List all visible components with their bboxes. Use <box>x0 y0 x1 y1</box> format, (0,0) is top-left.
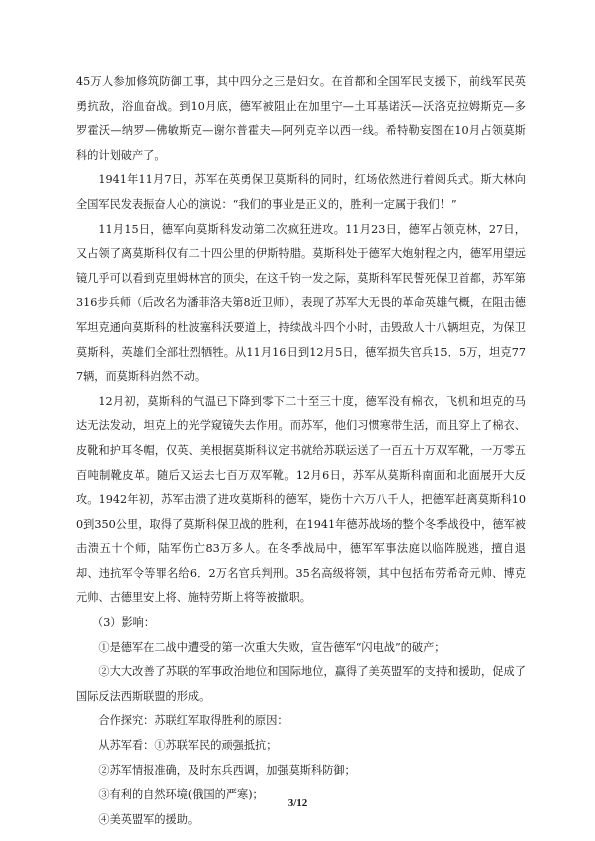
reason-item-2: ②苏军情报准确，及时东兵西调，加强莫斯科防御； <box>98 763 356 777</box>
impact-item-1: ①是德军在二战中遭受的第一次重大失败，宣告德军“闪电战”的破产； <box>98 640 446 654</box>
paragraph-counteroffensive: 12月初，莫斯科的气温已下降到零下二十至三十度，德军没有棉衣，飞机和坦克的马达无法发动，坦克上的光学窥镜失去作用。而苏军，他们习惯寒带生活，而且穿上了棉衣、皮靴和护耳冬帽，仅英、美根据莫斯科议定书就给苏联运送了一百五十万双军靴，一万零五百吨制靴皮革。随后又运去七百万双军靴。12月6日，苏军从莫斯科南面和北面展开大反攻。1942年初，苏军击溃了进攻莫斯科的德军，毙伤十六万八千人，把德军赶离莫斯科100到350公里，取得了莫斯科保卫战的胜利，在1941年德苏战场的整个冬季战役中，德军被击溃五十个师，陆军伤亡83万多人。在冬季战局中，德军军事法庭以临阵脱逃，擅自退却、违抗军令等罪名给6．2万名官兵判刑。35名高级将领，其中包括布劳希奇元帅、博克元帅、古德里安上将、施特劳斯上将等被撤职。 <box>76 394 526 605</box>
reason-item-3: ③有利的自然环境(俄国的严寒)； <box>98 788 264 802</box>
reason-item-1: 从苏军看：①苏联军民的顽强抵抗； <box>98 739 278 753</box>
paragraph-parade: 1941年11月7日，苏军在英勇保卫莫斯科的同时，红场依然进行着阅兵式。斯大林向全国军民发表振奋人心的演说：“我们的事业是正义的，胜利一定属于我们！” <box>76 173 526 211</box>
page-number: 3/12 <box>287 797 308 809</box>
paragraph-defense-works: 45万人参加修筑防御工事，其中四分之三是妇女。在首都和全国军民支援下，前线军民英勇抗敌，浴血奋战。到10月底，德军被阻止在加里宁—土耳基诺沃—沃洛克拉姆斯克—多罗霍沃—纳罗—佛敏斯克—谢尔普霍夫—阿列克辛以西一线。希特勒妄图在10月占领莫斯科的计划破产了。 <box>76 75 526 162</box>
impact-item-2: ②大大改善了苏联的军事政治地位和国际地位，赢得了美英盟军的支持和援助，促成了国际反法西斯联盟的形成。 <box>76 665 526 703</box>
paragraph-second-offensive: 11月15日，德军向莫斯科发动第二次疯狂进攻。11月23日，德军占领克林，27日，又占领了离莫斯科仅有二十四公里的伊斯特腊。莫斯科处于德军大炮射程之内，德军用望远镜几乎可以看到克里姆林宫的顶尖，在这千钧一发之际，莫斯科军民誓死保卫首都，苏军第316步兵师（后改名为潘菲洛夫第8近卫师），表现了苏军大无畏的革命英雄气概，在阻击德军坦克通向莫斯科的杜波塞科沃要道上，持续战斗四个小时，击毁敌人十八辆坦克，为保卫莫斯科，英雄们全部壮烈牺牲。从11月16日到12月5日，德军损失官兵15．5万，坦克777辆，而莫斯科岿然不动。 <box>76 222 526 384</box>
section-heading-impact: （3）影响： <box>92 616 156 630</box>
document-body <box>76 70 526 832</box>
inquiry-heading: 合作探究：苏联红军取得胜利的原因： <box>98 714 289 728</box>
reason-item-4: ④美英盟军的援助。 <box>98 812 200 826</box>
